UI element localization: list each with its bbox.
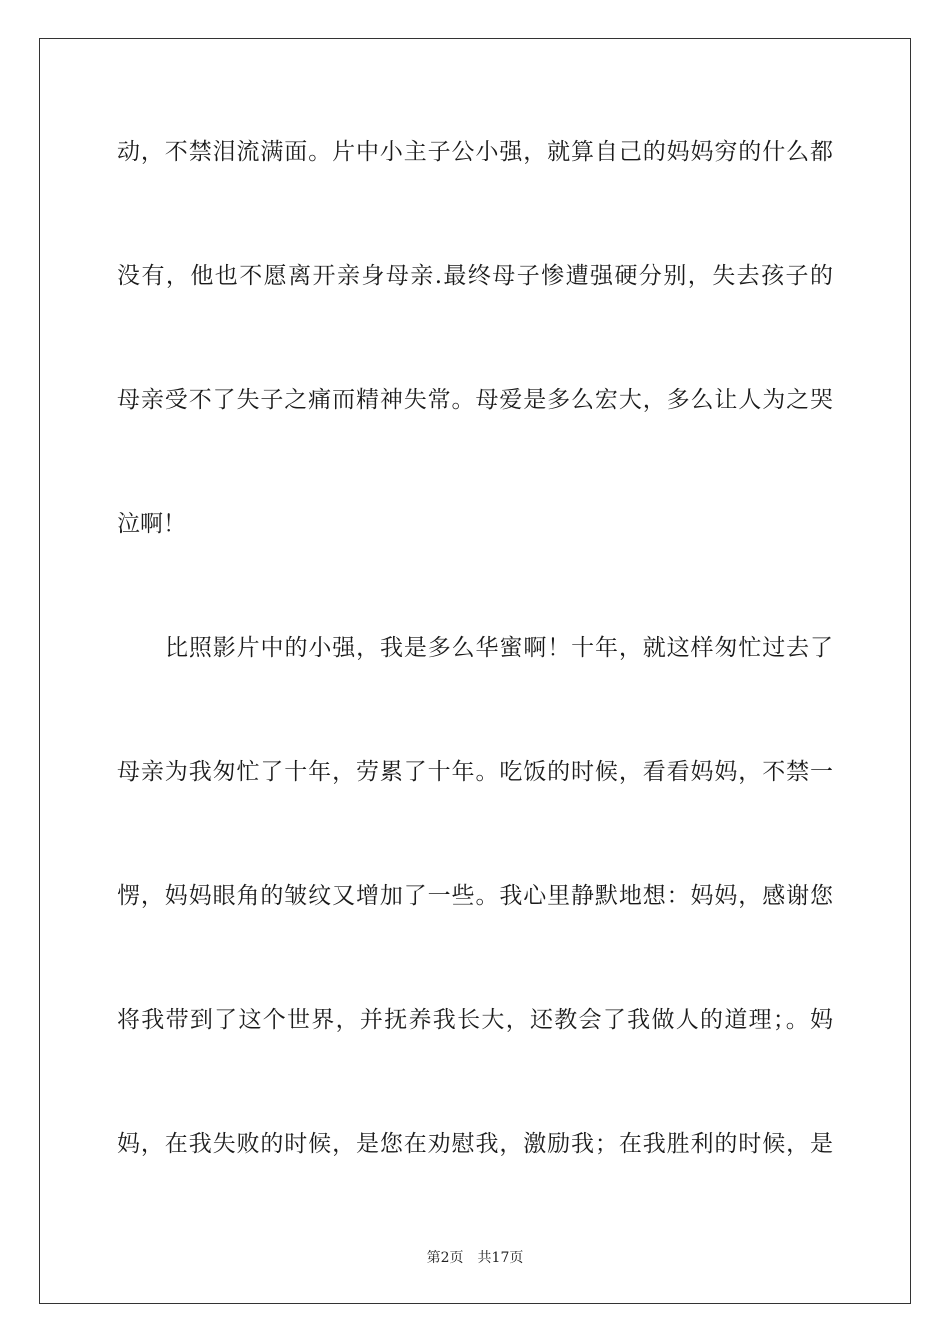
text-line-9: 妈，在我失败的时候，是您在劝慰我，激励我；在我胜利的时候，是	[117, 1131, 833, 1157]
text-line-5: 比照影片中的小强，我是多么华蜜啊！十年，就这样匆忙过去了	[165, 635, 833, 661]
text-line-3: 母亲受不了失子之痛而精神失常。母爱是多么宏大，多么让人为之哭	[117, 387, 833, 413]
total-pages: 共17页	[477, 1250, 524, 1266]
text-line-4: 泣啊！	[117, 511, 186, 537]
text-line-7: 愣，妈妈眼角的皱纹又增加了一些。我心里静默地想：妈妈，感谢您	[117, 883, 833, 909]
text-line-2: 没有，他也不愿离开亲身母亲.最终母子惨遭强硬分别，失去孩子的	[117, 263, 833, 289]
text-line-8: 将我带到了这个世界，并抚养我长大，还教会了我做人的道理；。妈	[117, 1007, 833, 1033]
page-footer	[0, 1249, 950, 1267]
page-number: 第2页	[426, 1250, 464, 1266]
page-border	[39, 38, 911, 1304]
text-line-6: 母亲为我匆忙了十年，劳累了十年。吃饭的时候，看看妈妈，不禁一	[117, 759, 833, 785]
text-line-1: 动，不禁泪流满面。片中小主子公小强，就算自己的妈妈穷的什么都	[117, 139, 833, 165]
